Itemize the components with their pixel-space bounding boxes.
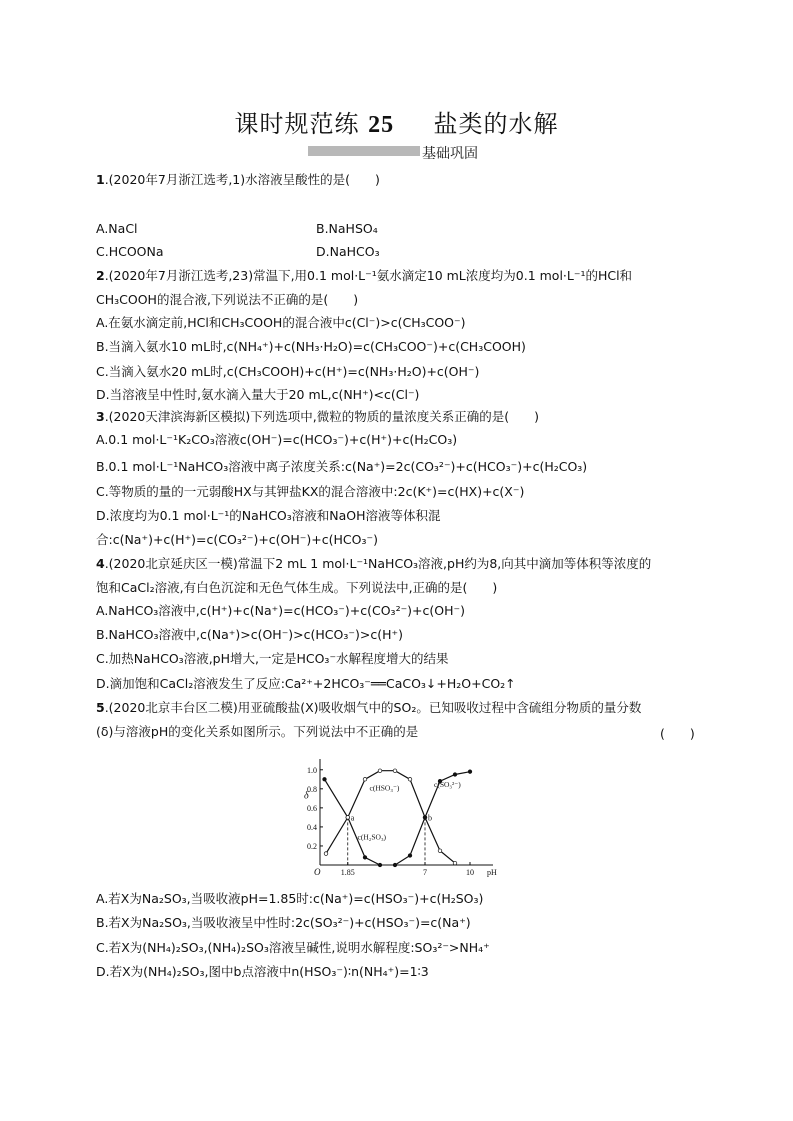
q1-row1 <box>96 221 378 237</box>
q1-option-d: D.NaHCO₃ <box>316 244 380 259</box>
data-point <box>393 863 397 867</box>
q5-stem-line1 <box>96 700 641 716</box>
q5-stem-text: .(2020北京丰台区二模)用亚硫酸盐(X)吸收烟气中的SO₂。已知吸收过程中含硫组分物质的量分数 <box>104 700 642 715</box>
data-point <box>408 854 412 858</box>
y-tick-label: 0.4 <box>307 822 317 832</box>
q3-option-b: B.0.1 mol·L⁻¹NaHCO₃溶液中离子浓度关系:c(Na⁺)=2c(CO₃²⁻)+c(HCO₃⁻)+c(H₂CO₃) <box>96 459 588 474</box>
q2-stem-line1 <box>96 268 632 284</box>
q2-option-a: A.在氨水滴定前,HCl和CH₃COOH的混合液中c(Cl⁻)>c(CH₃COO⁻) <box>96 315 466 330</box>
data-point <box>378 769 382 773</box>
y-tick-label: 0.6 <box>307 803 317 813</box>
series-label-h2so3: c(H₂SO₃) <box>357 832 387 842</box>
q2-option-c: C.当滴入氨水20 mL时,c(CH₃COOH)+c(H⁺)=c(NH₃·H₂O)+c(OH⁻) <box>96 364 480 379</box>
section-bar <box>308 146 420 156</box>
data-point <box>323 777 327 781</box>
title-number: 25 <box>368 112 395 138</box>
y-tick-label: 0.2 <box>307 841 317 851</box>
q5-answer-paren: ( ) <box>660 726 695 741</box>
q5-number: 5 <box>96 700 105 715</box>
series-label-hso3: c(HSO₃⁻) <box>369 783 400 793</box>
q5-stem-line2: (δ)与溶液pH的变化关系如图所示。下列说法中不正确的是 <box>96 724 419 739</box>
q3-number: 3 <box>96 409 105 424</box>
q4-option-a: A.NaHCO₃溶液中,c(H⁺)+c(Na⁺)=c(HCO₃⁻)+c(CO₃²⁻)+c(OH⁻) <box>96 603 465 618</box>
q2-option-b: B.当滴入氨水10 mL时,c(NH₄⁺)+c(NH₃·H₂O)=c(CH₃COO⁻)+c(CH₃COOH) <box>96 339 526 354</box>
data-point <box>468 770 472 774</box>
data-point <box>324 852 328 856</box>
point-label-a: a <box>350 813 355 823</box>
q3-option-d-line1: D.浓度均为0.1 mol·L⁻¹的NaHCO₃溶液和NaOH溶液等体积混 <box>96 508 441 523</box>
page-title <box>0 104 793 139</box>
data-point <box>453 861 457 865</box>
q1-option-b: B.NaHSO₄ <box>316 221 378 236</box>
speciation-chart <box>300 755 500 880</box>
data-point <box>453 773 457 777</box>
x-tick-label: 1.85 <box>340 868 355 877</box>
q1-row2 <box>96 244 380 260</box>
data-point <box>363 777 367 781</box>
q4-option-c: C.加热NaHCO₃溶液,pH增大,一定是HCO₃⁻水解程度增大的结果 <box>96 651 449 666</box>
q3-option-c: C.等物质的量的一元弱酸HX与其钾盐KX的混合溶液中:2c(K⁺)=c(HX)+c(X⁻) <box>96 484 525 499</box>
q2-stem-line2: CH₃COOH的混合液,下列说法不正确的是( ) <box>96 292 359 307</box>
q2-stem-text: .(2020年7月浙江选考,23)常温下,用0.1 mol·L⁻¹氨水滴定10 mL浓度均为0.1 mol·L⁻¹的HCl和 <box>104 268 633 283</box>
chart-labels <box>304 766 497 877</box>
q4-stem-text: .(2020北京延庆区一模)常温下2 mL 1 mol·L⁻¹NaHCO₃溶液,pH约为8,向其中滴加等体积等浓度的 <box>104 556 652 571</box>
q4-stem-line2: 饱和CaCl₂溶液,有白色沉淀和无色气体生成。下列说法中,正确的是( ) <box>96 580 498 595</box>
q2-number: 2 <box>96 268 105 283</box>
data-point <box>393 769 397 773</box>
x-tick-label: 10 <box>466 868 474 877</box>
q5-option-d: D.若X为(NH₄)₂SO₃,图中b点溶液中n(HSO₃⁻)∶n(NH₄⁺)=1∶3 <box>96 964 429 979</box>
q4-number: 4 <box>96 556 105 571</box>
data-point <box>408 777 412 781</box>
data-point <box>346 816 350 820</box>
q5-option-c: C.若X为(NH₄)₂SO₃,(NH₄)₂SO₃溶液呈碱性,说明水解程度:SO₃²⁻>NH₄⁺ <box>96 940 490 955</box>
y-axis-label: δ <box>304 790 309 802</box>
q4-stem-line1 <box>96 556 651 572</box>
y-tick-label: 1.0 <box>307 765 317 775</box>
series-label-so3: c(SO₃²⁻) <box>434 779 461 789</box>
data-point <box>378 863 382 867</box>
data-point <box>438 849 442 853</box>
q4-option-b: B.NaHCO₃溶液中,c(Na⁺)>c(OH⁻)>c(HCO₃⁻)>c(H⁺) <box>96 627 403 642</box>
q1-stem-text: .(2020年7月浙江选考,1)水溶液呈酸性的是( ) <box>104 172 380 187</box>
section-label: 基础巩固 <box>422 146 478 162</box>
x-tick-label: 7 <box>423 868 427 877</box>
q1-stem <box>96 172 380 188</box>
title-main: 课时规范练 <box>234 110 360 138</box>
q1-option-c: C.HCOONa <box>96 244 164 259</box>
point-label-b: b <box>428 813 432 823</box>
q4-option-d: D.滴加饱和CaCl₂溶液发生了反应:Ca²⁺+2HCO₃⁻══CaCO₃↓+H₂O+CO₂↑ <box>96 676 516 691</box>
q1-option-a: A.NaCl <box>96 221 138 236</box>
q3-stem <box>96 409 539 425</box>
q5-option-a: A.若X为Na₂SO₃,当吸收液pH=1.85时:c(Na⁺)=c(HSO₃⁻)+c(H₂SO₃) <box>96 891 484 906</box>
chart-axes <box>320 759 493 865</box>
data-point <box>423 816 427 820</box>
origin-label: O <box>314 867 321 877</box>
q2-option-d: D.当溶液呈中性时,氨水滴入量大于20 mL,c(NH⁺)<c(Cl⁻) <box>96 387 420 402</box>
q3-option-d-line2: 合:c(Na⁺)+c(H⁺)=c(CO₃²⁻)+c(OH⁻)+c(HCO₃⁻) <box>96 532 378 547</box>
q3-stem-text: .(2020天津滨海新区模拟)下列选项中,微粒的物质的量浓度关系正确的是( ) <box>104 409 539 424</box>
title-topic: 盐类的水解 <box>433 110 559 138</box>
q5-option-b: B.若X为Na₂SO₃,当吸收液呈中性时:2c(SO₃²⁻)+c(HSO₃⁻)=c(Na⁺) <box>96 915 471 930</box>
x-axis-label: pH <box>487 868 497 877</box>
q1-number: 1 <box>96 172 105 187</box>
data-point <box>363 856 367 860</box>
y-tick-label: 0.8 <box>307 784 317 794</box>
q3-option-a: A.0.1 mol·L⁻¹K₂CO₃溶液c(OH⁻)=c(HCO₃⁻)+c(H⁺)+c(H₂CO₃) <box>96 432 458 447</box>
